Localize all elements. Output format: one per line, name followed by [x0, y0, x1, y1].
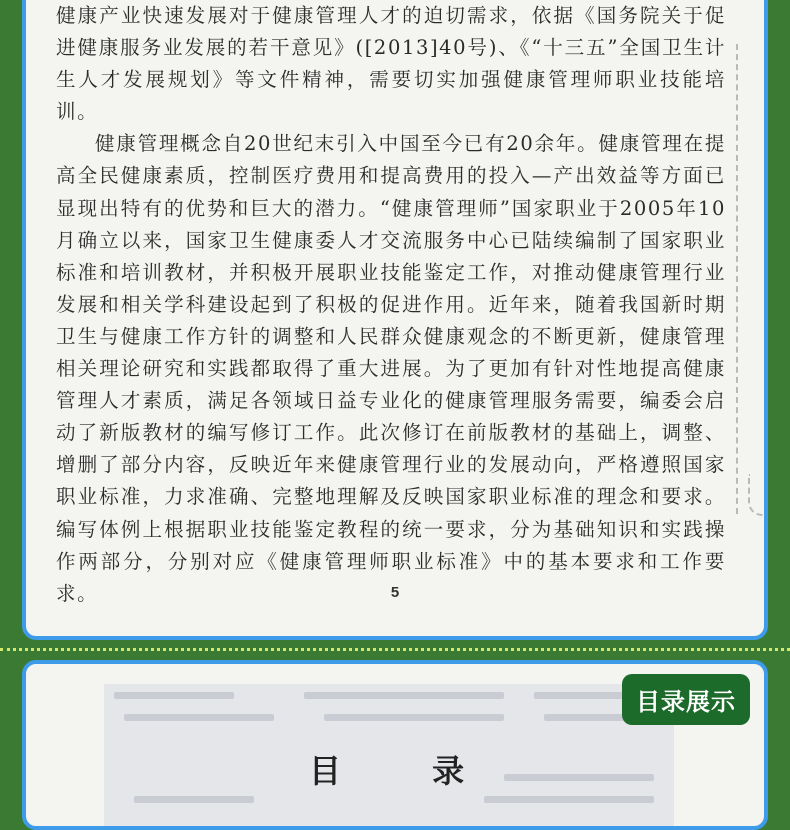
article-body — [56, 0, 726, 610]
margin-dashed-line — [736, 44, 758, 514]
toc-badge: 目录展示 — [622, 674, 750, 725]
faint-line — [304, 692, 504, 699]
toc-preview-panel — [22, 660, 768, 830]
faint-line — [324, 714, 504, 721]
faint-line — [124, 714, 274, 721]
paragraph-1: 健康产业快速发展对于健康管理人才的迫切需求，依据《国务院关于促进健康服务业发展的若干意见》([2013]40号)、《“十三五”全国卫生计生人才发展规划》等文件精神，需要切实加强健康管理师职业技能培训。 — [56, 4, 726, 124]
faint-line — [114, 692, 234, 699]
toc-title: 目 录 — [309, 752, 505, 790]
page-number: 5 — [390, 584, 400, 601]
paragraph-2: 健康管理概念自20世纪末引入中国至今已有20余年。健康管理在提高全民健康素质，控制医疗费用和提高费用的投入—产出效益等方面已显现出特有的优势和巨大的潜力。“健康管理师”国家职业于2005年10月确立以来，国家卫生健康委人才交流服务中心已陆续编制了国家职业标准和培训教材，并积极开展职业技能鉴定工作，对推动健康管理行业发展和相关学科建设起到了积极的促进作用。近年来，随着我国新时期卫生与健康工作方针的调整和人民群众健康观念的不断更新，健康管理相关理论研究和实践都取得了重大进展。为了更加有针对性地提高健康管理人才素质，满足各领域日益专业化的健康管理服务需要，编委会启动了新版教材的编写修订工作。此次修订在前版教材的基础上，调整、增删了部分内容，反映近年来健康管理行业的发展动向，严格遵照国家职业标准，力求准确、完整地理解及反映国家职业标准的理念和要求。编写体例上根据职业技能鉴定教程的统一要求，分为基础知识和实践操作两部分，分别对应《健康管理师职业标准》中的基本要求和工作要求。 — [56, 132, 726, 605]
section-divider — [0, 648, 790, 651]
toc-page-image — [104, 684, 674, 830]
book-page-panel — [22, 0, 768, 640]
margin-dashed-curve — [748, 474, 768, 516]
faint-line — [504, 774, 654, 781]
